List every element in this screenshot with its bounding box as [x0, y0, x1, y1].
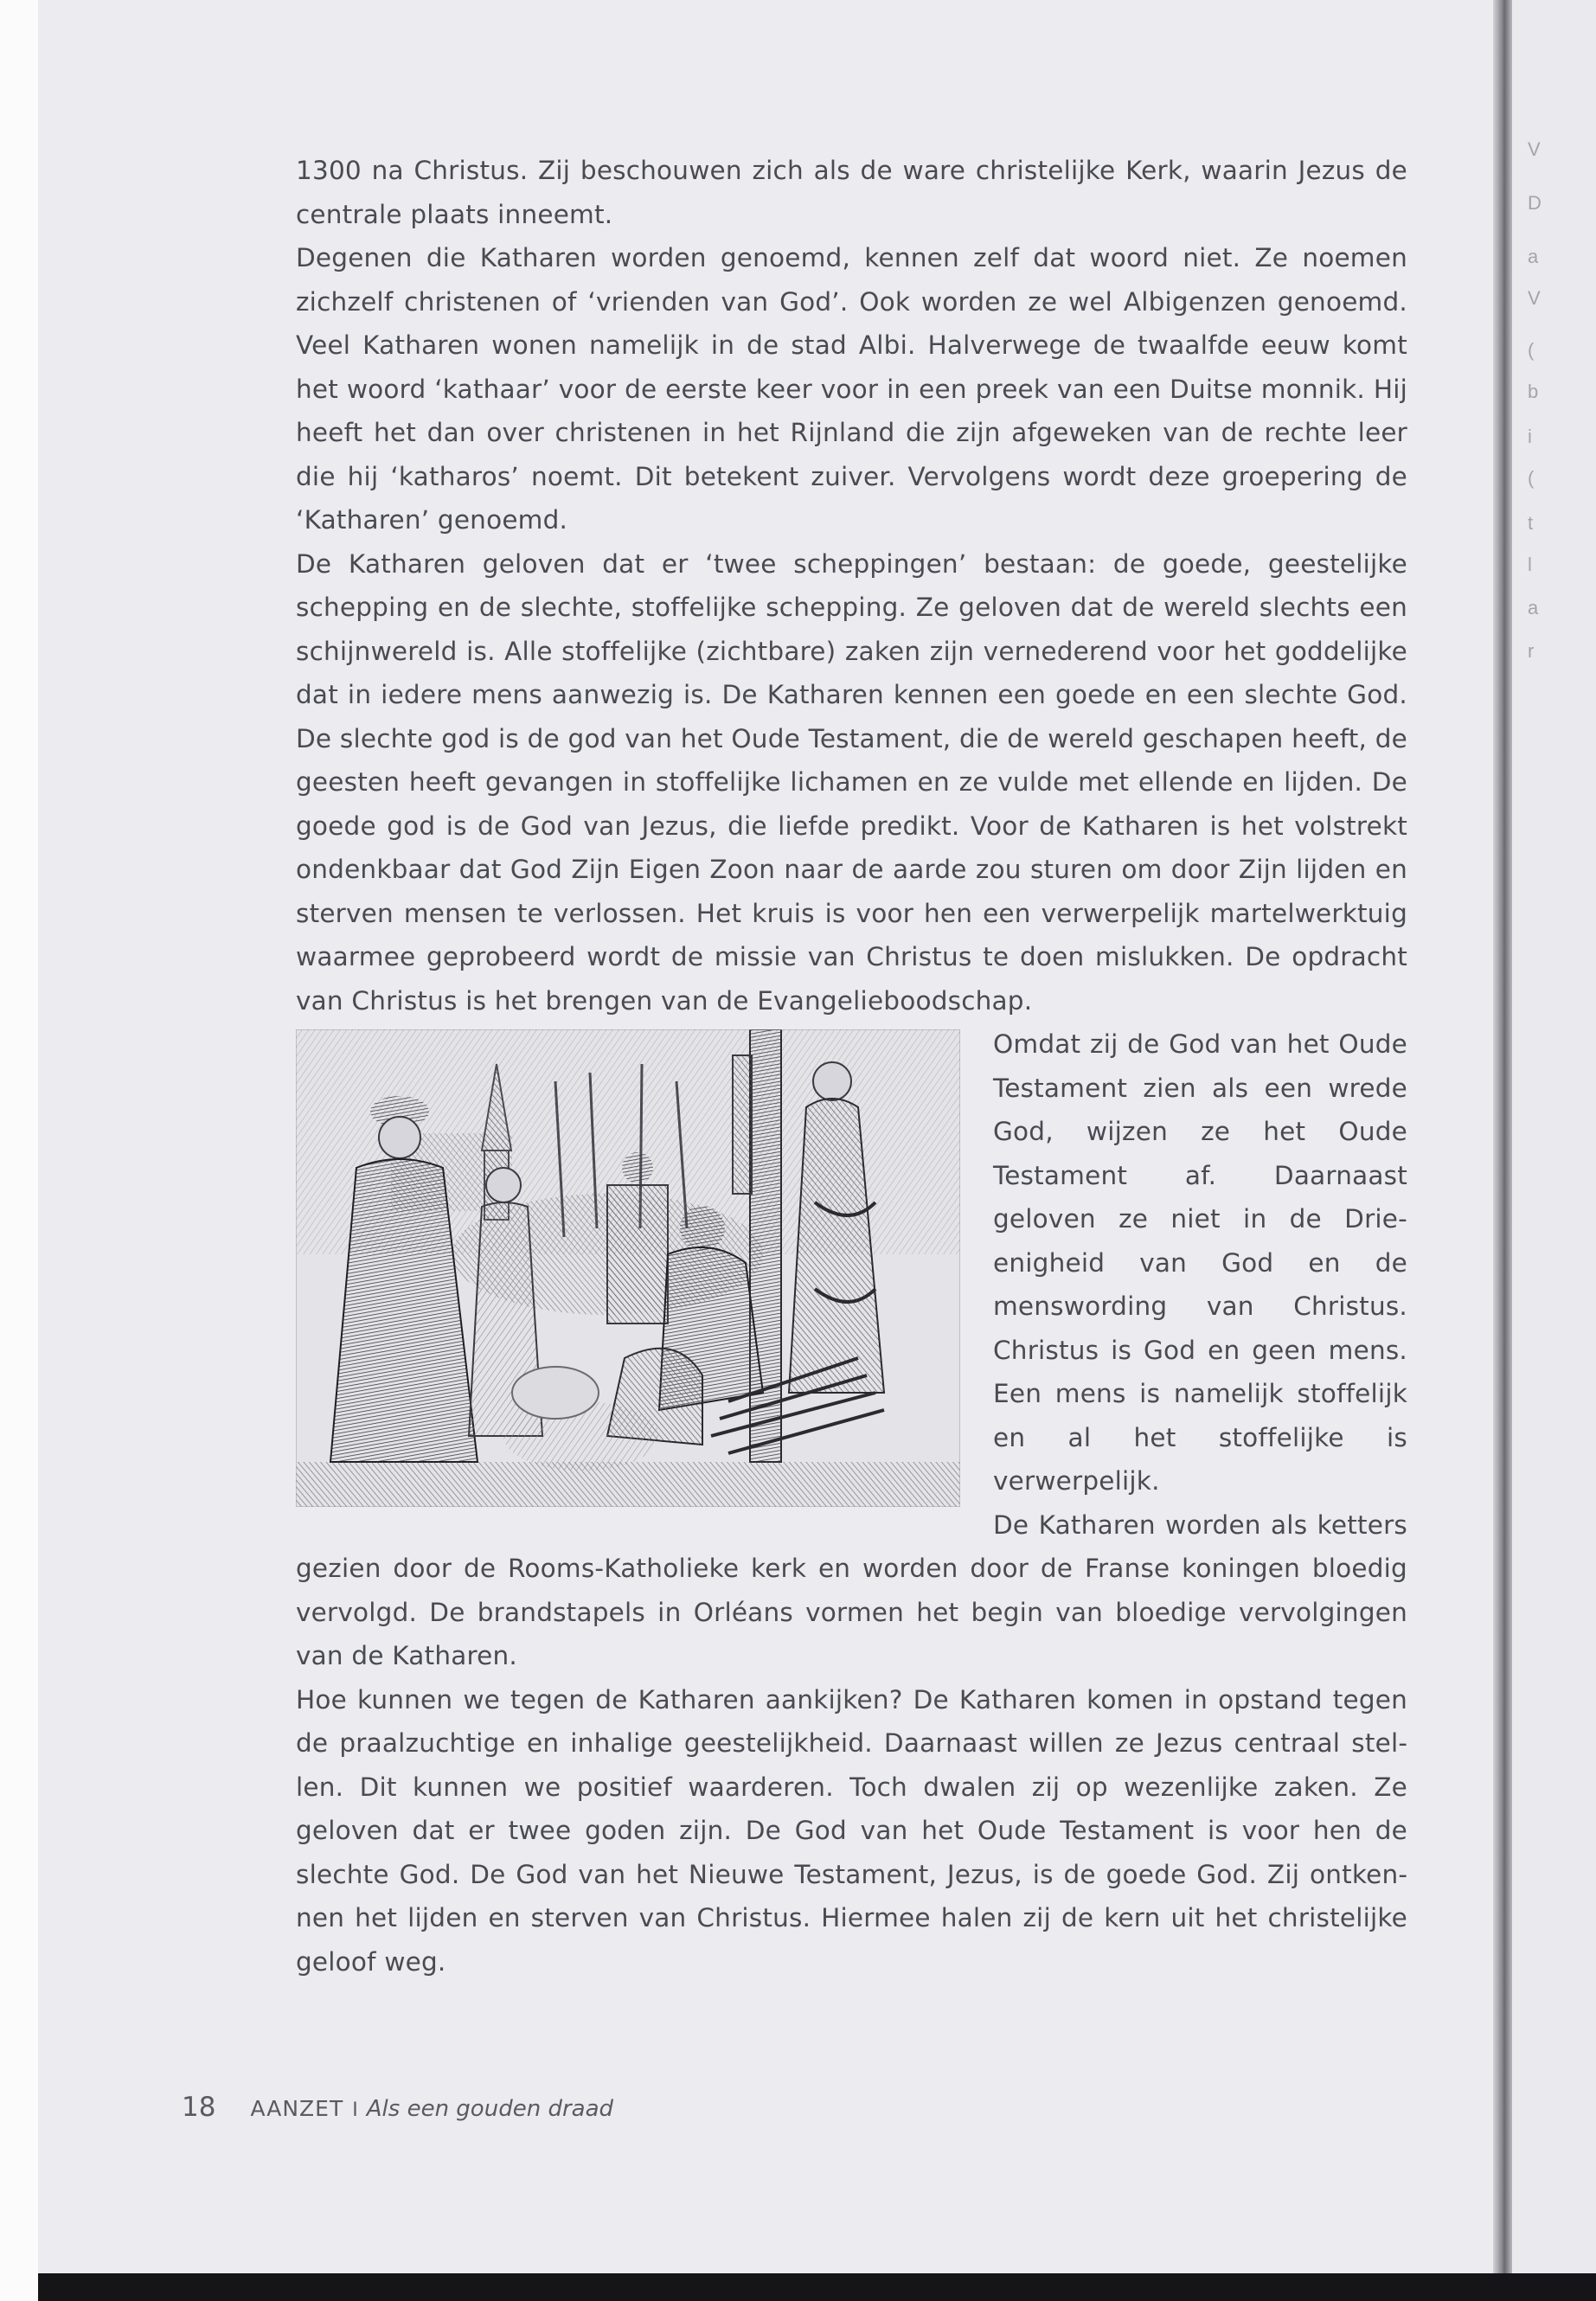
paragraph: De Katharen worden als ketters gezien door de Rooms-Katholieke kerk en worden door de Franse koningen bloedig vervolgd. De brandstapels in Orléans vormen het begin van bloedige vervolgingen van de Katharen.	[296, 1509, 1407, 1670]
paragraph: Hoe kunnen we tegen de Katharen aankijken? De Katharen komen in opstand tegen de praalzuchtige en inhalige geestelijkheid. Daarnaast willen ze Jezus centraal stellen. Dit kunnen we positief waarderen. Toch dwalen zij op wezenlijke zaken. Ze geloven dat er twee goden zijn. De God van het Oude Testament is voor hen de slechte God. De God van het Nieuwe Testament, Jezus, is de goede God. Zij ontkennen het lijden en sterven van Christus. Hiermee halen zij de kern uit het christelijke geloof weg.	[296, 1684, 1407, 1977]
book-gutter	[1493, 0, 1512, 2273]
series-name: AANZET	[250, 2096, 344, 2121]
body-text	[296, 149, 1407, 1984]
footer-separator: I	[352, 2099, 358, 2121]
paragraph: De Katharen geloven dat er ‘twee scheppingen’ bestaan: de goede, geestelijke schepping en de slechte, stoffelijke schepping. Ze geloven dat de wereld slechts een schijnwereld is. Alle stoffelijke (zichtbare) zaken zijn vernederend voor het goddelijke dat in iedere mens aanwezig is. De Katharen kennen een goede en een slechte God. De slechte god is de god van het Oude Testament, die de wereld geschapen heeft, de geesten heeft gevangen in stoffelijke lichamen en ze vulde met ellende en lijden. De goede god is de God van Jezus, die liefde predikt. Voor de Katharen is het volstrekt ondenkbaar dat God Zijn Eigen Zoon naar de aarde zou sturen om door Zijn lijden en sterven mensen te verlossen. Het kruis is voor hen een verwerpelijk martelwerktuig waarmee geprobeerd wordt de missie van Christus te doen mislukken. De opdracht van Christus is het brengen van de Evangelieboodschap.	[296, 548, 1407, 1016]
next-page-glyph: V	[1528, 138, 1541, 160]
paragraph: Degenen die Katharen worden genoemd, kennen zelf dat woord niet. Ze noemen zichzelf christenen of ‘vrienden van God’. Ook worden ze wel Albigenzen genoemd. Veel Katharen wonen namelijk in de stad Albi. Halverwege de twaalfde eeuw komt het woord ‘kathaar’ voor de eerste keer voor in een preek van een Duitse monnik. Hij heeft het dan over christenen in het Rijnland die zijn afgeweken van de rechte leer die hij ‘katharos’ noemt. Dit betekent zuiver. Vervolgens wordt deze groepering de ‘Katharen’ genoemd.	[296, 243, 1407, 535]
next-page-glyph: (	[1528, 339, 1535, 361]
next-page-glyph: t	[1528, 512, 1534, 534]
next-page-glyph: r	[1528, 640, 1535, 662]
next-page-glyph: a	[1528, 597, 1539, 619]
scan-left-margin	[0, 0, 38, 2301]
next-page-glyph: D	[1528, 192, 1542, 214]
page-footer	[182, 2092, 613, 2123]
page-number: 18	[182, 2092, 216, 2123]
next-page-glyph: i	[1528, 426, 1532, 447]
next-page-edge	[1512, 0, 1596, 2273]
book-title: Als een gouden draad	[366, 2096, 614, 2122]
engraving-image	[296, 1029, 960, 1507]
scan-bottom-edge	[38, 2273, 1596, 2301]
next-page-glyph: b	[1528, 381, 1539, 402]
next-page-glyph: l	[1528, 554, 1532, 575]
paragraph: Omdat zij de God van het Oude Testament zien als een wrede God, wijzen ze het Oude Testament af. Daarnaast geloven ze niet in de Drie-enigheid van God en de menswording van Christus. Christus is God en geen mens. Een mens is namelijk stoffelijk en al het stoffelijke is verwerpelijk.	[993, 1029, 1407, 1496]
engraving-illustration	[296, 1029, 960, 1507]
next-page-glyph: a	[1528, 246, 1539, 267]
next-page-glyph: V	[1528, 287, 1541, 309]
next-page-glyph: (	[1528, 467, 1535, 489]
paragraph: 1300 na Christus. Zij beschouwen zich als de ware christelijke Kerk, waarin Jezus de centrale plaats inneemt.	[296, 156, 1407, 229]
